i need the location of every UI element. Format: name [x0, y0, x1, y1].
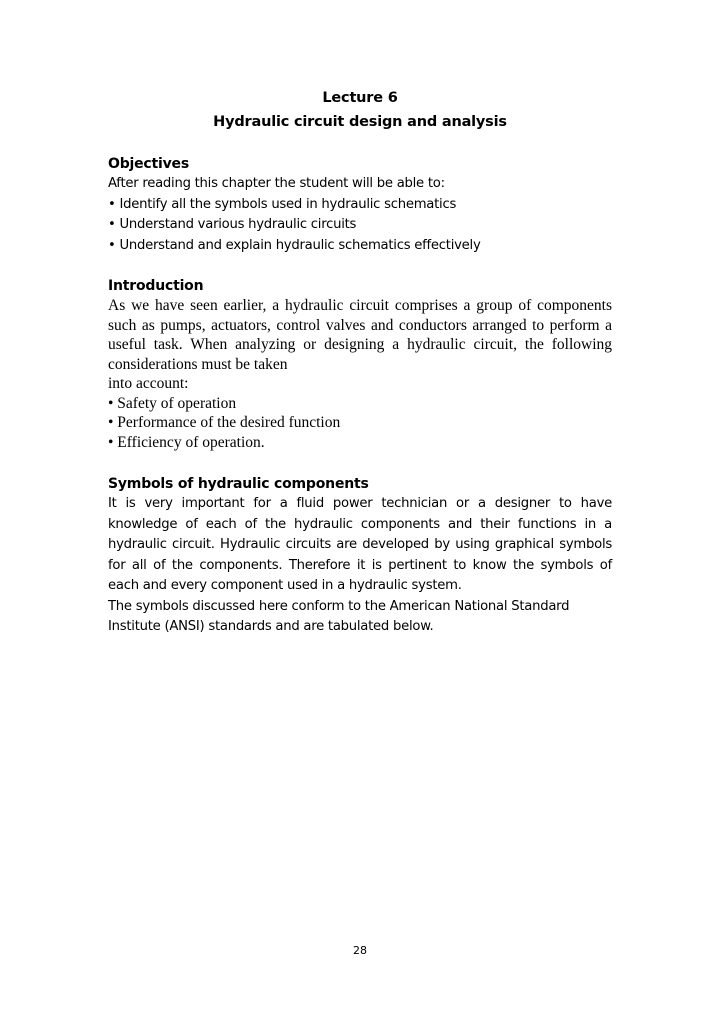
- objectives-heading: Objectives: [108, 156, 189, 172]
- introduction-continuation: into account:: [108, 375, 189, 392]
- consideration-item-2: • Performance of the desired function: [108, 414, 341, 431]
- introduction-paragraph: As we have seen earlier, a hydraulic circuit comprises a group of components such as pumps, actuators, control valves and conductors arranged to perform a useful task. When analyzing or designing a hydraulic circuit, the following considerations must be taken: [108, 297, 612, 373]
- document-title: Hydraulic circuit design and analysis: [213, 114, 507, 130]
- objective-item-2: • Understand various hydraulic circuits: [108, 217, 357, 232]
- objective-item-1: • Identify all the symbols used in hydraulic schematics: [108, 196, 457, 212]
- title-block: [108, 86, 612, 134]
- document-content: [108, 86, 612, 638]
- consideration-item-1: • Safety of operation: [108, 394, 237, 412]
- consideration-item-3: • Efficiency of operation.: [108, 433, 265, 451]
- page-number: 28: [353, 944, 367, 957]
- objectives-intro: After reading this chapter the student will be able to:: [108, 176, 445, 191]
- symbols-section: [108, 474, 612, 638]
- introduction-heading: Introduction: [108, 278, 204, 294]
- symbols-paragraph-1: It is very important for a fluid power technician or a designer to have knowledge of each of the hydraulic components and their functions in a hydraulic circuit. Hydraulic circuits are developed by using graphical symbols for all of the components. Therefore it is pertinent to know the symbols of each and every component used in a hydraulic system.: [108, 496, 612, 593]
- symbols-paragraph-2: The symbols discussed here conform to the American National Standard Institute (ANSI) standards and are tabulated below.: [108, 598, 570, 634]
- objectives-section: [108, 154, 612, 256]
- introduction-section: [108, 276, 612, 452]
- lecture-label: Lecture 6: [322, 90, 398, 106]
- objective-item-3: • Understand and explain hydraulic schematics effectively: [108, 237, 481, 253]
- symbols-heading: Symbols of hydraulic components: [108, 476, 369, 492]
